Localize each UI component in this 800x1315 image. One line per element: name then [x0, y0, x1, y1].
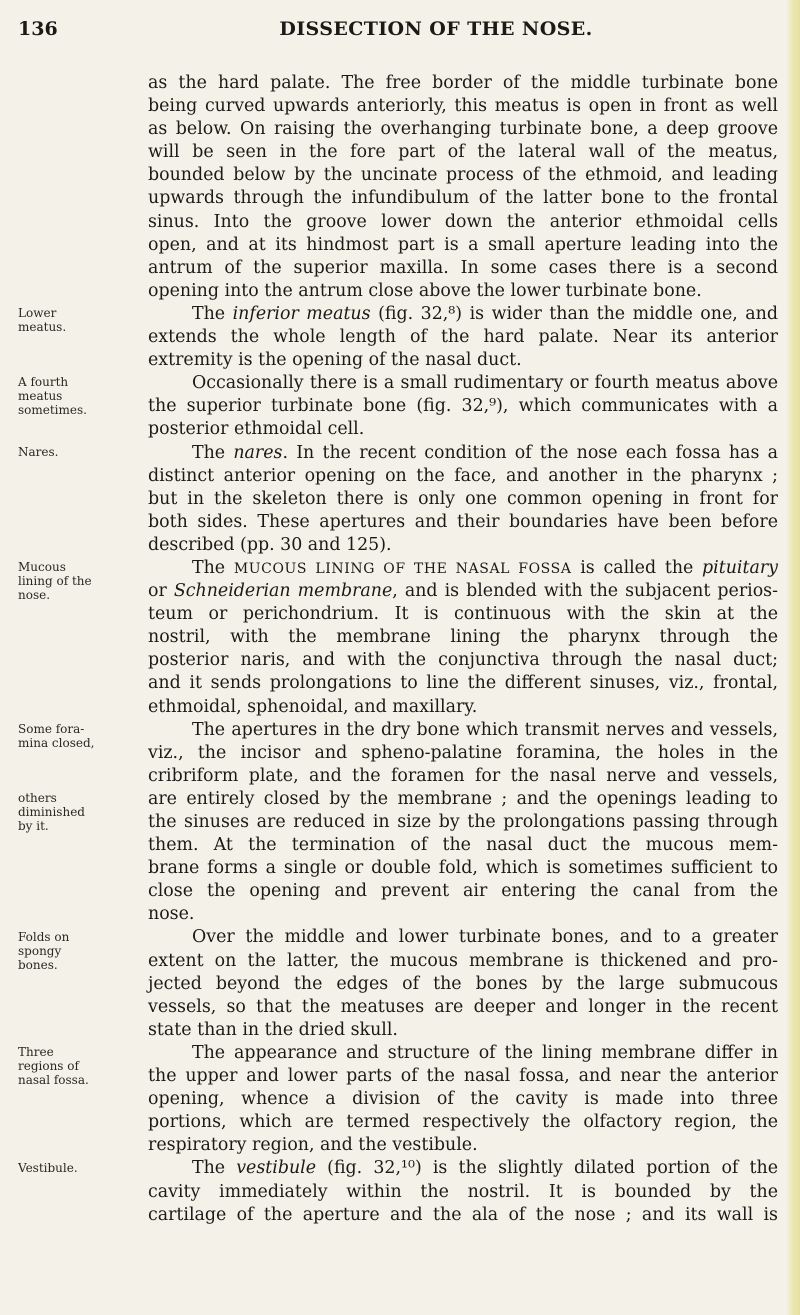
text-line: antrum of the superior maxilla. In some cases there is a second	[148, 257, 778, 278]
note-others-diminished: others diminished by it.	[18, 791, 85, 834]
text-line: distinct anterior opening on the face, and another in the pharynx ;	[148, 465, 778, 486]
text-line: nose.	[148, 904, 195, 925]
text-line: viz., the incisor and spheno-palatine foramina, the holes in the	[148, 742, 778, 763]
text-line: The apertures in the dry bone which transmit nerves and vessels,	[192, 719, 778, 740]
note-foramina-closed: Some fora- mina closed,	[18, 721, 95, 750]
text-line: extent on the latter, the mucous membrane is thickened and pro-	[148, 950, 778, 971]
text-line: sinus. Into the groove lower down the anterior ethmoidal cells	[148, 211, 778, 232]
text-line: respiratory region, and the vestibule.	[148, 1135, 478, 1156]
text-line: described (pp. 30 and 125).	[148, 534, 392, 555]
text-line: the superior turbinate bone (fig. 32,⁹), which communicates with a	[148, 396, 778, 417]
text-line: close the opening and prevent air entering the canal from the	[148, 881, 778, 902]
text-line: posterior ethmoidal cell.	[148, 419, 365, 440]
page-edge	[786, 0, 800, 1315]
text-line: posterior naris, and with the conjunctiva through the nasal duct;	[148, 650, 778, 671]
text-line: cartilage of the aperture and the ala of the nose ; and its wall is	[148, 1204, 778, 1225]
page-number: 136	[18, 18, 58, 40]
text-line: both sides. These apertures and their boundaries have been before	[148, 511, 778, 532]
text-line: cribriform plate, and the foramen for the nasal nerve and vessels,	[148, 765, 778, 786]
text-line: opening into the antrum close above the lower turbinate bone.	[148, 280, 702, 301]
text-line: Over the middle and lower turbinate bones, and to a greater	[192, 927, 778, 948]
text-line: The inferior meatus (fig. 32,⁸) is wider than the middle one, and	[192, 303, 778, 324]
note-mucous-lining: Mucous lining of the nose.	[18, 560, 92, 603]
text-line: open, and at its hindmost part is a small aperture leading into the	[148, 234, 778, 255]
note-vestibule: Vestibule.	[18, 1160, 78, 1175]
text-line: them. At the termination of the nasal duct the mucous mem-	[148, 835, 778, 856]
text-line: brane forms a single or double fold, which is sometimes sufficient to	[148, 858, 778, 879]
text-line: extremity is the opening of the nasal duct.	[148, 350, 522, 371]
text-line: vessels, so that the meatuses are deeper and longer in the recent	[148, 996, 778, 1017]
text-line: teum or perichondrium. It is continuous with the skin at the	[148, 604, 778, 625]
text-line: nostril, with the membrane lining the pharynx through the	[148, 627, 778, 648]
page-header	[18, 18, 760, 50]
text-line: are entirely closed by the membrane ; and the openings leading to	[148, 788, 778, 809]
text-line: will be seen in the fore part of the lateral wall of the meatus,	[148, 142, 778, 163]
text-line: or Schneiderian membrane, and is blended with the subjacent perios-	[148, 581, 778, 602]
note-fourth-meatus: A fourth meatus sometimes.	[18, 375, 87, 418]
body-text	[148, 72, 778, 1227]
text-line: cavity immediately within the nostril. It is bounded by the	[148, 1181, 778, 1202]
text-line: The nares. In the recent condition of the nose each fossa has a	[192, 442, 778, 463]
text-line: upwards through the infundibulum of the latter bone to the frontal	[148, 188, 778, 209]
text-line: bounded below by the uncinate process of the ethmoid, and leading	[148, 165, 778, 186]
text-line: The vestibule (fig. 32,¹⁰) is the slightly dilated portion of the	[192, 1158, 778, 1179]
text-line: Occasionally there is a small rudimentary or fourth meatus above	[192, 373, 778, 394]
text-line: The MUCOUS LINING OF THE NASAL FOSSA is called the pituitary	[192, 557, 778, 578]
text-line: The appearance and structure of the lining membrane differ in	[192, 1042, 778, 1063]
text-line: opening, whence a division of the cavity is made into three	[148, 1089, 778, 1110]
text-line: as the hard palate. The free border of the middle turbinate bone	[148, 73, 778, 93]
text-line: portions, which are termed respectively the olfactory region, the	[148, 1112, 778, 1133]
text-line: but in the skeleton there is only one common opening in front for	[148, 488, 778, 509]
text-line: jected beyond the edges of the bones by the large submucous	[148, 973, 778, 994]
text-line: the upper and lower parts of the nasal fossa, and near the anterior	[148, 1066, 778, 1087]
text-line: state than in the dried skull.	[148, 1019, 398, 1040]
running-head: DISSECTION OF THE NOSE.	[279, 18, 593, 40]
text-line: extends the whole length of the hard palate. Near its anterior	[148, 327, 778, 348]
text-line: being curved upwards anteriorly, this meatus is open in front as well	[148, 96, 778, 117]
text-line: the sinuses are reduced in size by the prolongations passing through	[148, 812, 778, 832]
note-three-regions: Three regions of nasal fossa.	[18, 1045, 89, 1088]
note-folds: Folds on spongy bones.	[18, 929, 70, 972]
text-line: and it sends prolongations to line the different sinuses, viz., frontal,	[148, 673, 778, 694]
note-lower-meatus: Lower meatus.	[18, 306, 67, 334]
text-line: as below. On raising the overhanging turbinate bone, a deep groove	[148, 119, 778, 140]
note-nares: Nares.	[18, 444, 59, 459]
text-line: ethmoidal, sphenoidal, and maxillary.	[148, 696, 478, 717]
